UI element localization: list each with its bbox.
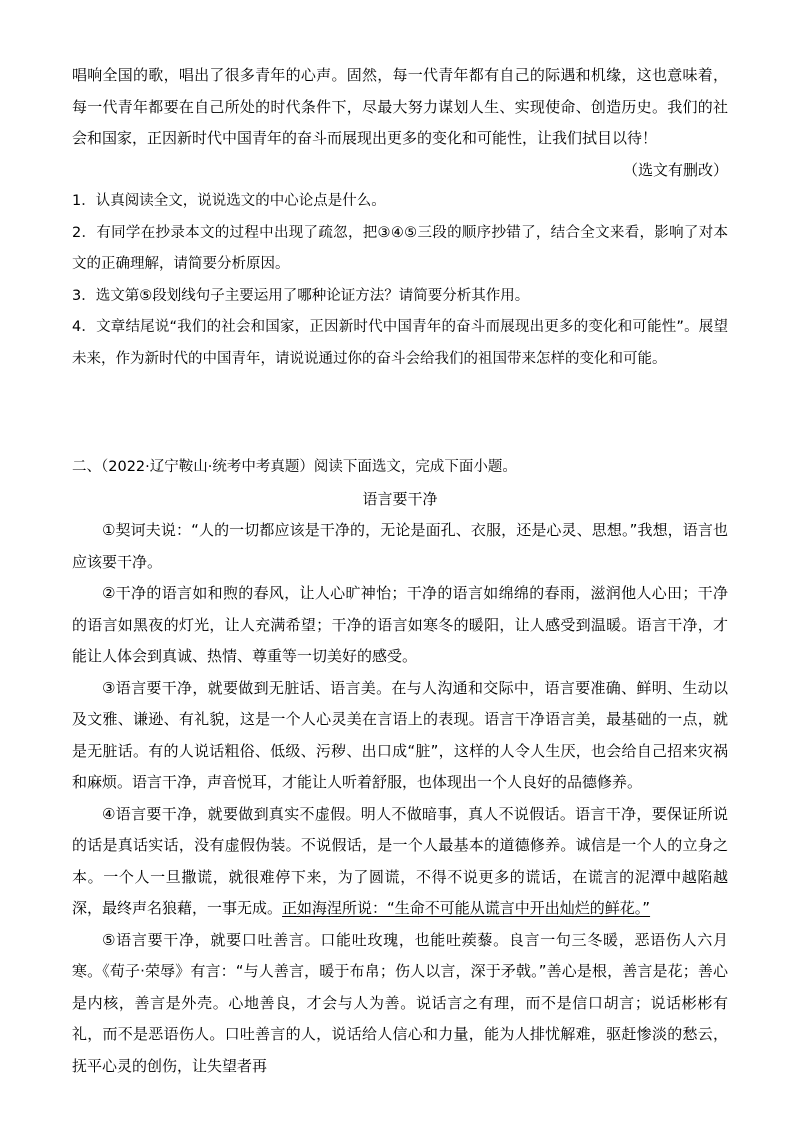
edit-note: （选文有删改） bbox=[622, 160, 728, 179]
underlined-quote: 正如海涅所说：“生命不可能从谎言中开出灿烂的鲜花。” bbox=[282, 899, 651, 917]
section-heading: 二、（2022·辽宁鞍山·统考中考真题）阅读下面选文，完成下面小题。 bbox=[72, 459, 517, 475]
paragraph-5: ⑤语言要干净，就要口吐善言。口能吐玫瑰，也能吐蒺藜。良言一句三冬暖，恶语伤人六月寒。《荀子·荣辱》有言：“与人善言，暖于布帛；伤人以言，深于矛戟。”善心是根，善言是花；善心是内核，善言是外壳。心地善良，才会与人为善。说话言之有理，而不是信口胡言；说话彬彬有礼，而不是恶语伤人。口吐善言的人，说话给人信心和力量，能为人排忧解难，驱赶惨淡的愁云，抚平心灵的创伤，让失望者再 bbox=[72, 930, 728, 1075]
paragraph-4-text: ④语言要干净，就要做到真实不虚假。明人不做暗事，真人不说假话。语言干净，要保证所说的话是真话实话，没有虚假伪装。不说假话，是一个人最基本的道德修养。诚信是一个人的立身之本。一个人一旦撒谎，就很难停下来，为了圆谎，不得不说更多的谎话，在谎言的泥潭中越陷越深，最终声名狼藉，一事无成。 bbox=[72, 804, 728, 917]
paragraph-3: ③语言要干净，就要做到无脏话、语言美。在与人沟通和交际中，语言要准确、鲜明、生动以及文雅、谦逊、有礼貌，这是一个人心灵美在言语上的表现。语言干净语言美，最基础的一点，就是无脏话。有的人说话粗俗、低级、污秽、出口成“脏”，这样的人令人生厌，也会给自己招来灾祸和麻烦。语言干净，声音悦耳，才能让人听着舒服，也体现出一个人良好的品德修养。 bbox=[72, 678, 728, 791]
question-1: 1．认真阅读全文，说说选文的中心论点是什么。 bbox=[72, 193, 386, 209]
section-gap bbox=[72, 375, 728, 452]
document-page bbox=[72, 60, 728, 1082]
paragraph-2: ②干净的语言如和煦的春风，让人心旷神怡；干净的语言如绵绵的春雨，滋润他人心田；干净的语言如黑夜的灯光，让人充满希望；干净的语言如寒冬的暖阳，让人感受到温暖。语言干净，才能让人体会到真诚、热情、尊重等一切美好的感受。 bbox=[72, 584, 728, 665]
article-title: 语言要干净 bbox=[362, 489, 438, 508]
question-2: 2．有同学在抄录本文的过程中出现了疏忽，把③④⑤三段的顺序抄错了，结合全文来看，影响了对本文的正确理解，请简要分析原因。 bbox=[72, 224, 728, 272]
paragraph-4 bbox=[72, 799, 728, 925]
passage-continuation: 唱响全国的歌，唱出了很多青年的心声。固然，每一代青年都有自己的际遇和机缘，这也意味着，每一代青年都要在自己所处的时代条件下，尽最大努力谋划人生、实现使命、创造历史。我们的社会和国家，正因新时代中国青年的奋斗而展现出更多的变化和可能性，让我们拭目以待！ bbox=[72, 66, 728, 147]
question-3: 3．选文第⑤段划线句子主要运用了哪种论证方法？请简要分析其作用。 bbox=[72, 287, 530, 304]
paragraph-1: ①契诃夫说：“人的一切都应该是干净的，无论是面孔、衣服，还是心灵、思想。”我想，语言也应该要干净。 bbox=[72, 521, 728, 571]
question-4: 4．文章结尾说“我们的社会和国家，正因新时代中国青年的奋斗而展现出更多的变化和可能性”。展望未来，作为新时代的中国青年，请说说通过你的奋斗会给我们的祖国带来怎样的变化和可能。 bbox=[72, 319, 728, 367]
